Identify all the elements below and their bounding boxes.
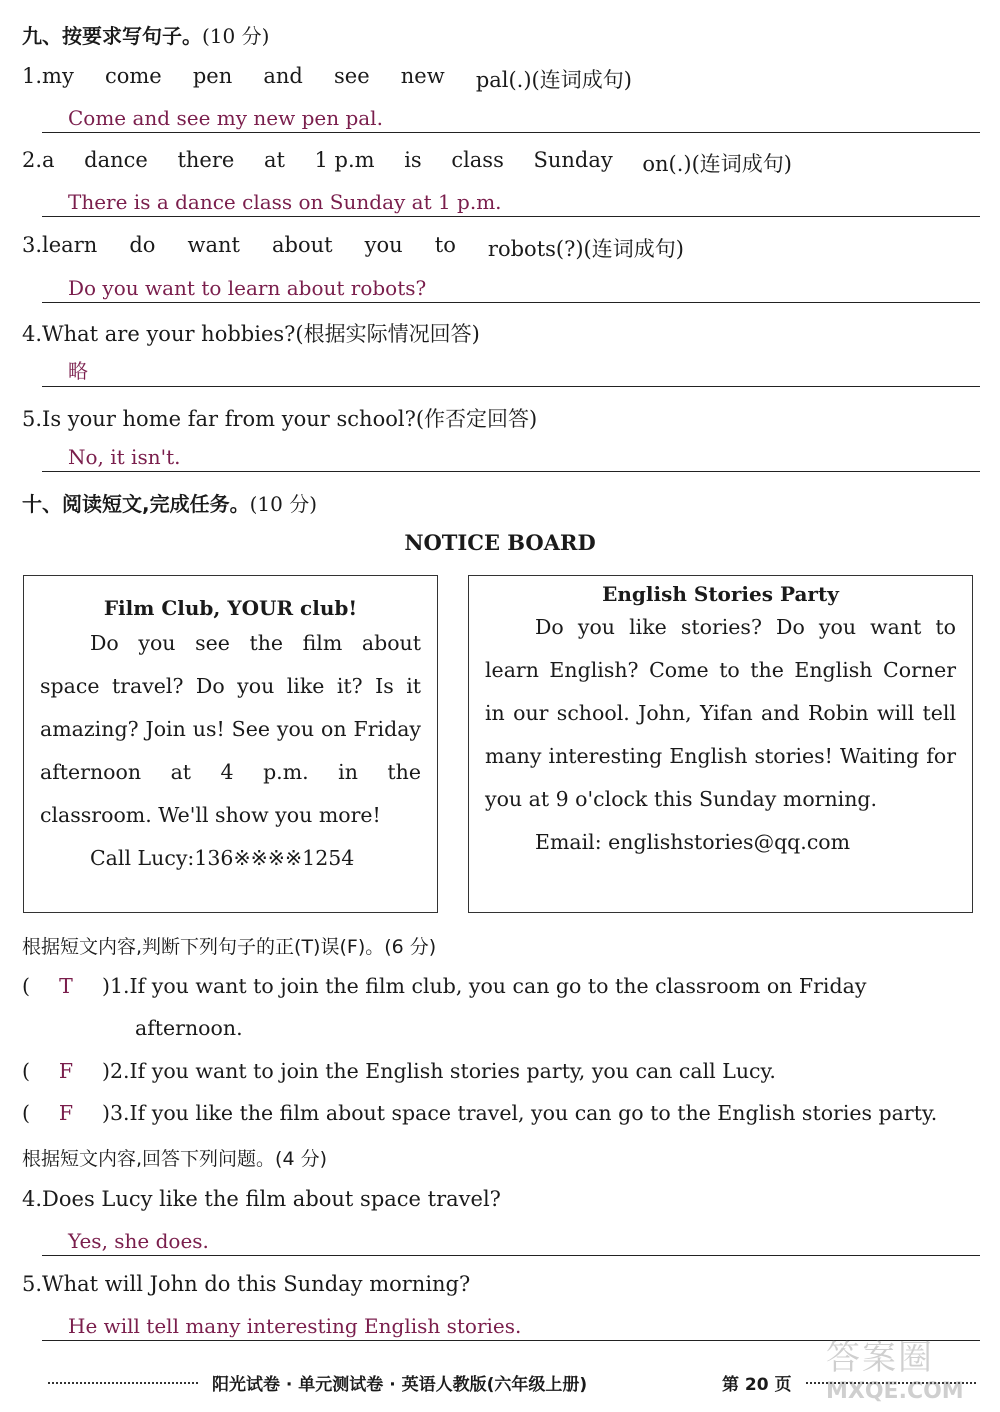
answer-text: Come and see my new pen pal. [68, 106, 383, 130]
section-9-points: (10 分) [202, 24, 270, 48]
word: is [404, 148, 422, 172]
word: dance [84, 148, 148, 172]
word: Sunday [533, 148, 613, 172]
answer-text: He will tell many interesting English stories. [68, 1314, 522, 1338]
notice-board-title: NOTICE BOARD [404, 530, 596, 555]
qa-question-4: 4.Does Lucy like the film about space travel? [22, 1187, 501, 1211]
question-3 [22, 233, 684, 263]
section-9-title [22, 20, 269, 49]
tf-answer: F [58, 1059, 74, 1083]
tf-item-2: ( F )2.If you want to join the English stories party, you can call Lucy. [22, 1059, 776, 1083]
tf-text: )1.If you want to join the film club, you can go to the classroom on Friday [102, 974, 867, 998]
section-9-title-text: 九、按要求写句子。 [22, 24, 202, 48]
qa-instruction: 根据短文内容,回答下列问题。(4 分) [22, 1148, 327, 1170]
question-4: 4.What are your hobbies?(根据实际情况回答) [22, 322, 480, 346]
word: do [129, 233, 156, 257]
question-5: 5.Is your home far from your school?(作否定回答) [22, 407, 538, 431]
tf-item-1: ( T )1.If you want to join the film club, you can go to the classroom on Friday [22, 974, 867, 998]
section-10-title-text: 十、阅读短文,完成任务。 [22, 492, 250, 516]
word: new [400, 64, 445, 88]
qa-question-5: 5.What will John do this Sunday morning? [22, 1272, 471, 1296]
word: 1.my [22, 64, 74, 88]
english-stories-title: English Stories Party [602, 582, 839, 606]
tf-item-1-continued: afternoon. [135, 1016, 243, 1040]
footer-title: 阳光试卷 · 单元测试卷 · 英语人教版(六年级上册) [212, 1375, 588, 1395]
word: there [177, 148, 235, 172]
word: to [434, 233, 456, 257]
qa-answer-line-4 [42, 1225, 980, 1256]
answer-line-1 [42, 102, 980, 133]
tf-answer: F [58, 1101, 74, 1125]
word: see [333, 64, 370, 88]
answer-text: 略 [68, 359, 88, 383]
word: class [451, 148, 504, 172]
word: at [263, 148, 285, 172]
watermark-cn: 答案圈 [826, 1338, 934, 1378]
word: you [364, 233, 403, 257]
question-1 [22, 64, 632, 94]
tf-answer: T [59, 974, 73, 998]
answer-text: Do you want to learn about robots? [68, 276, 427, 300]
answer-line-2 [42, 186, 980, 217]
word: on(.)(连词成句) [642, 152, 792, 176]
tf-item-3: ( F )3.If you like the film about space travel, you can go to the English stories party. [22, 1101, 938, 1125]
question-2 [22, 148, 792, 178]
film-club-title: Film Club, YOUR club! [103, 596, 358, 620]
page-number: 第 20 页 [722, 1375, 792, 1395]
word: and [263, 64, 303, 88]
answer-text: Yes, she does. [68, 1229, 209, 1253]
word: 2.a [22, 148, 55, 172]
footer-dotted-rule-left [48, 1382, 198, 1384]
word: 1 p.m [314, 148, 375, 172]
word: about [272, 233, 333, 257]
film-club-call: Call Lucy:136※※※※1254 [90, 846, 355, 870]
word: want [187, 233, 240, 257]
answer-line-5 [42, 441, 980, 472]
tf-text: )2.If you want to join the English stories party, you can call Lucy. [102, 1059, 776, 1083]
word: pal(.)(连词成句) [475, 68, 632, 92]
answer-line-3 [42, 272, 980, 303]
answer-text: There is a dance class on Sunday at 1 p.m. [68, 190, 502, 214]
film-club-notice [23, 575, 438, 913]
word: come [104, 64, 162, 88]
answer-text: No, it isn't. [68, 445, 181, 469]
english-stories-email: Email: englishstories@qq.com [535, 830, 851, 854]
english-stories-body: Do you like stories? Do you want to learn English? Come to the English Corner in our school. John, Yifan and Robin will tell many interesting English stories! Waiting for you at 9 o'clock this Sunday morning. [485, 615, 956, 811]
true-false-instruction: 根据短文内容,判断下列句子的正(T)误(F)。(6 分) [22, 936, 437, 958]
film-club-body: Do you see the film about space travel? Do you like it? Is it amazing? Join us! See you on Friday afternoon at 4 p.m. in the classroom. We'll show you more! [40, 631, 421, 827]
word: robots(?)(连词成句) [487, 237, 684, 261]
section-10-points: (10 分) [249, 492, 318, 516]
tf-text: )3.If you like the film about space travel, you can go to the English stories party. [102, 1101, 938, 1125]
word: 3.learn [22, 233, 98, 257]
watermark-en: MXQE.COM [826, 1379, 964, 1404]
answer-line-4 [42, 356, 980, 387]
word: pen [192, 64, 233, 88]
section-10-title [22, 488, 317, 517]
watermark-logo [826, 1330, 986, 1402]
english-stories-notice [468, 575, 973, 913]
